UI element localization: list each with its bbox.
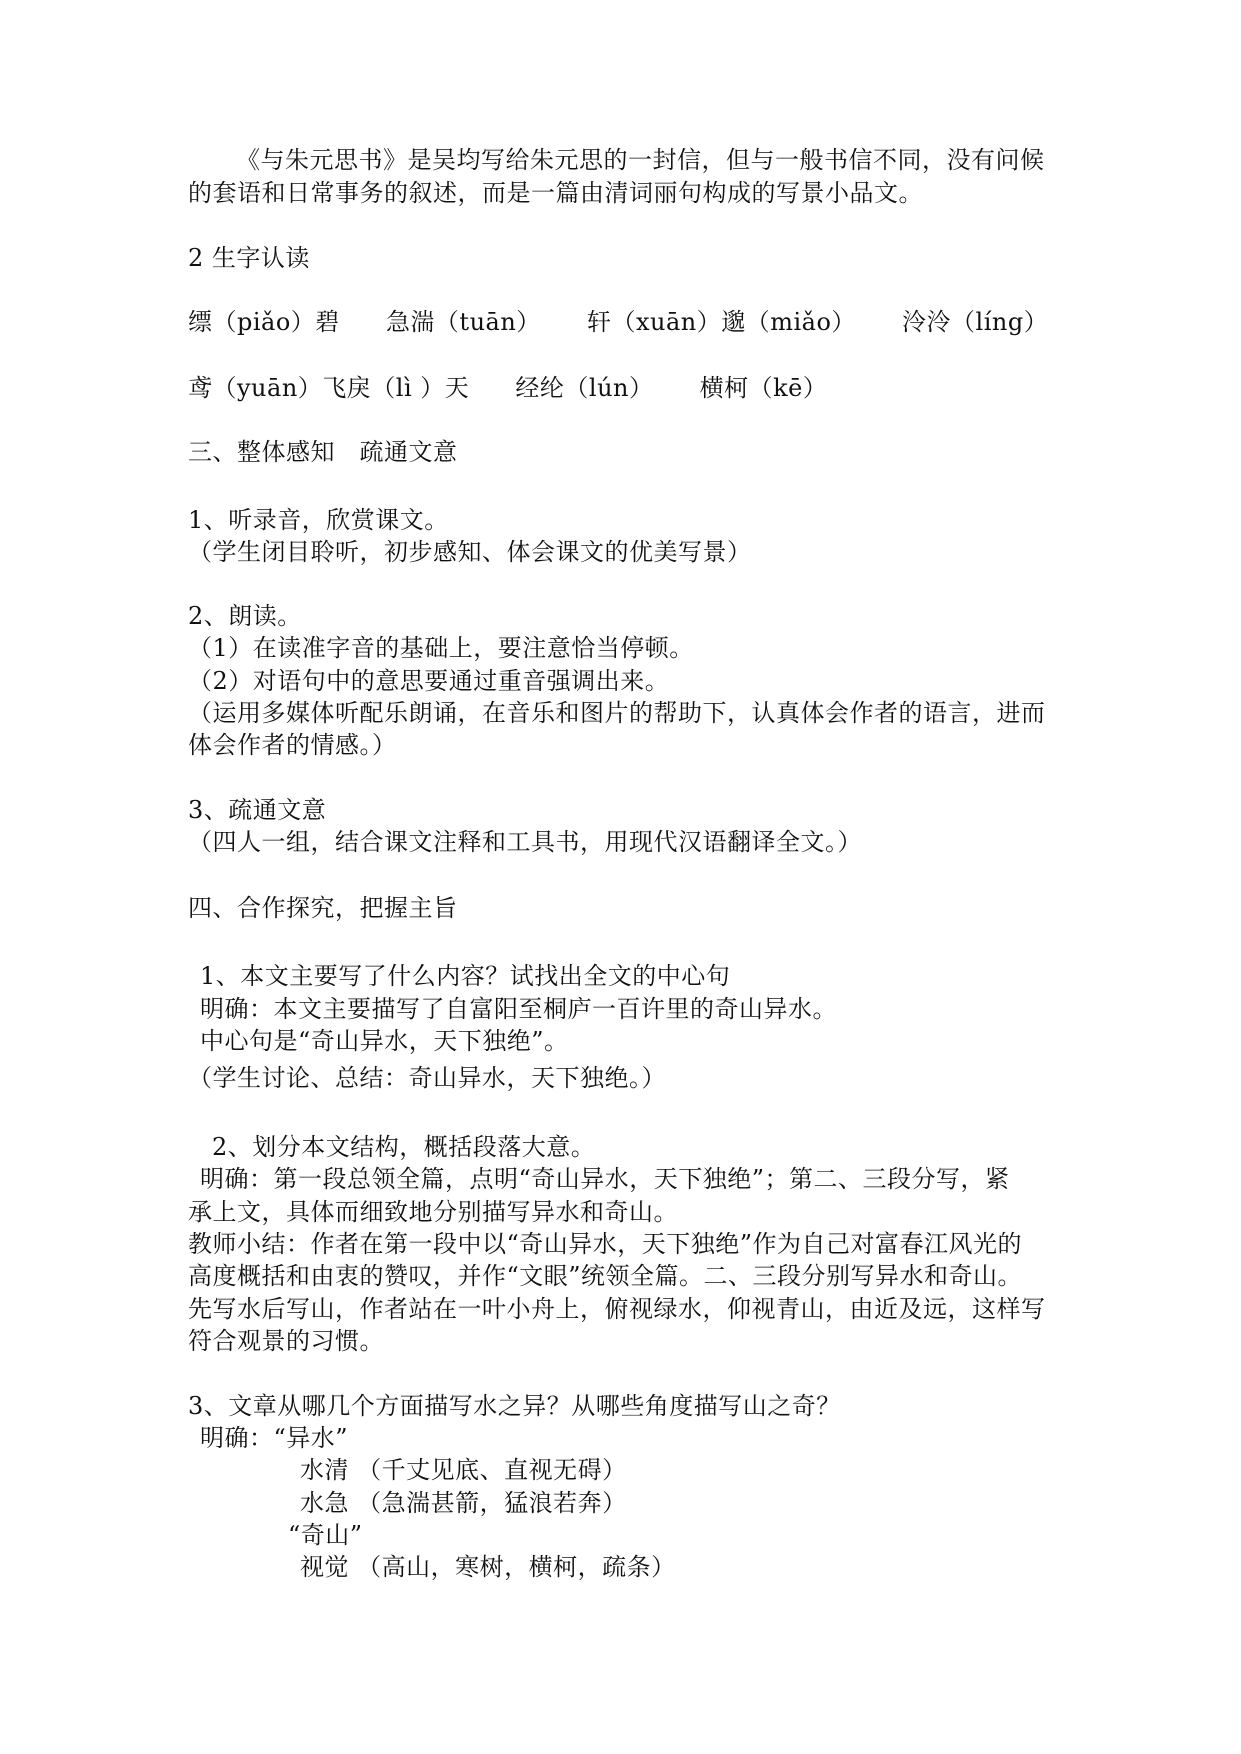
section3-item1-note: （学生闭目聆听，初步感知、体会课文的优美写景） xyxy=(188,538,752,566)
section3-item3-title: 3、疏通文意 xyxy=(188,796,327,824)
vocab-item: 轩（xuān）邈（miǎo） xyxy=(586,308,856,336)
section3-item2-note-1: （运用多媒体听配乐朗诵，在音乐和图片的帮助下，认真体会作者的语言，进而 xyxy=(188,699,1046,727)
section3-item2-sub1: （1）在读准字音的基础上，要注意恰当停顿。 xyxy=(188,634,694,662)
section3-item1-title: 1、听录音，欣赏课文。 xyxy=(188,506,449,534)
vocab-row-2 xyxy=(188,372,827,404)
q1-answer-2: 中心句是“奇山异水，天下独绝”。 xyxy=(200,1027,569,1055)
vocab-item: 泠泠（líng） xyxy=(902,308,1049,336)
q1-note: （学生讨论、总结：奇山异水，天下独绝。） xyxy=(188,1064,666,1092)
section3-item2-note-2: 体会作者的情感。） xyxy=(188,731,397,759)
q2-summary-3: 先写水后写山，作者站在一叶小舟上，俯视绿水，仰视青山，由近及远，这样写 xyxy=(188,1295,1046,1323)
q2-answer-1: 明确：第一段总领全篇，点明“奇山异水，天下独绝”；第二、三段分写，紧 xyxy=(200,1165,1010,1193)
vocab-item: 经纶（lún） xyxy=(515,374,654,402)
q2-question: 2、划分本文结构，概括段落大意。 xyxy=(212,1133,596,1161)
q3-water-1: 水清 （千丈见底、直视无碍） xyxy=(300,1456,627,1484)
vocab-item: 急湍（tuān） xyxy=(385,308,541,336)
vocab-item: 横柯（kē） xyxy=(699,374,828,402)
q3-answer-label: 明确：“异水” xyxy=(200,1424,349,1452)
q3-mountain-label: “奇山” xyxy=(288,1521,363,1549)
q3-question: 3、文章从哪几个方面描写水之异？从哪些角度描写山之奇？ xyxy=(188,1392,841,1420)
q1-answer-1: 明确：本文主要描写了自富阳至桐庐一百许里的奇山异水。 xyxy=(200,995,837,1023)
vocab-heading: 2 生字认读 xyxy=(188,244,310,272)
q2-summary-4: 符合观景的习惯。 xyxy=(188,1327,384,1355)
vocab-item: 鸢（yuān）飞戾（lì ）天 xyxy=(188,374,470,402)
intro-line-2: 的套语和日常事务的叙述，而是一篇由清词丽句构成的写景小品文。 xyxy=(188,179,923,207)
section3-item2-title: 2、朗读。 xyxy=(188,602,302,630)
section3-heading: 三、整体感知 疏通文意 xyxy=(188,438,458,466)
section4-heading: 四、合作探究，把握主旨 xyxy=(188,894,458,922)
q2-summary-1: 教师小结：作者在第一段中以“奇山异水，天下独绝”作为自己对富春江风光的 xyxy=(188,1230,1023,1258)
intro-line-1: 《与朱元思书》是吴均写给朱元思的一封信，但与一般书信不同，没有问候 xyxy=(236,146,1045,174)
q3-mountain-1: 视觉 （高山，寒树，横柯，疏条） xyxy=(300,1553,676,1581)
q1-question: 1、本文主要写了什么内容？试找出全文的中心句 xyxy=(200,962,731,990)
vocab-row-1 xyxy=(188,306,1048,338)
section3-item2-sub2: （2）对语句中的意思要通过重音强调出来。 xyxy=(188,667,670,695)
section3-item3-note: （四人一组，结合课文注释和工具书，用现代汉语翻译全文。） xyxy=(188,828,862,856)
vocab-item: 缥（piǎo）碧 xyxy=(188,308,340,336)
q3-water-2: 水急 （急湍甚箭，猛浪若奔） xyxy=(300,1489,627,1517)
q2-answer-2: 承上文，具体而细致地分别描写异水和奇山。 xyxy=(188,1198,678,1226)
q2-summary-2: 高度概括和由衷的赞叹，并作“文眼”统领全篇。二、三段分别写异水和奇山。 xyxy=(188,1262,1023,1290)
